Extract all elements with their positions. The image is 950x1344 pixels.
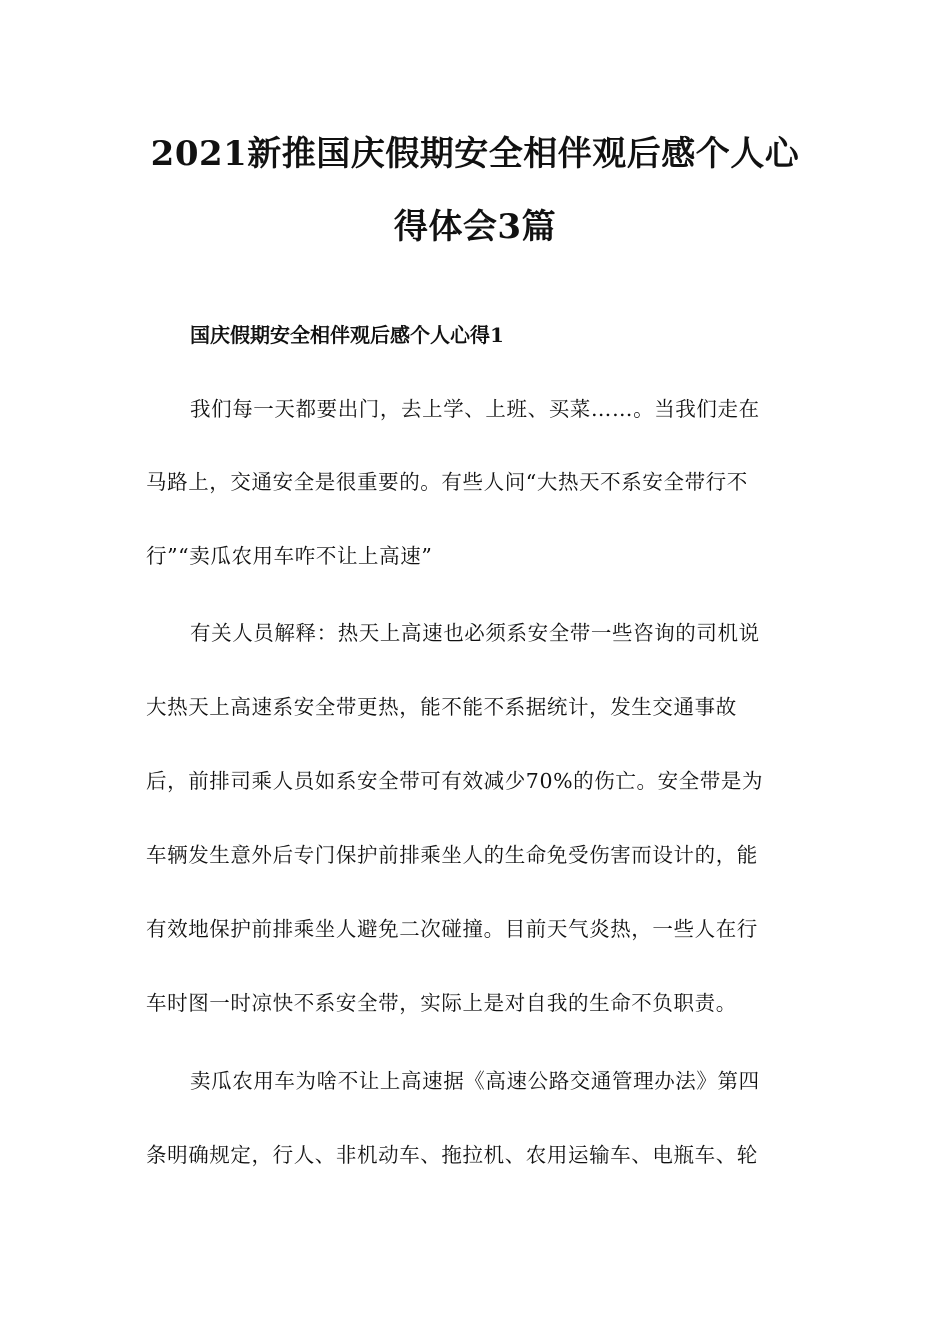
document-title-line-2: 得体会3篇 — [393, 207, 557, 247]
paragraph-line: 马路上，交通安全是很重要的。有些人问“大热天不系安全带行不 — [146, 470, 748, 494]
paragraph-line: 有效地保护前排乘坐人避免二次碰撞。目前天气炎热，一些人在行 — [146, 917, 758, 941]
paragraph-line: 大热天上高速系安全带更热，能不能不系据统计，发生交通事故 — [146, 695, 737, 719]
paragraph-line: 车时图一时凉快不系安全带，实际上是对自我的生命不负职责。 — [146, 991, 737, 1015]
paragraph-line: 车辆发生意外后专门保护前排乘坐人的生命免受伤害而设计的，能 — [146, 843, 758, 867]
paragraph-line: 后，前排司乘人员如系安全带可有效减少70%的伤亡。安全带是为 — [146, 769, 764, 793]
document-title-line-1: 2021新推国庆假期安全相伴观后感个人心 — [150, 134, 800, 174]
paragraph-line: 行”“卖瓜农用车咋不让上高速” — [146, 544, 433, 568]
paragraph-line: 卖瓜农用车为啥不让上高速据《高速公路交通管理办法》第四 — [190, 1069, 760, 1093]
paragraph-line: 条明确规定，行人、非机动车、拖拉机、农用运输车、电瓶车、轮 — [146, 1143, 758, 1167]
paragraph-line: 有关人员解释：热天上高速也必须系安全带一些咨询的司机说 — [190, 621, 760, 645]
section-heading: 国庆假期安全相伴观后感个人心得1 — [190, 323, 504, 347]
paragraph-line: 我们每一天都要出门，去上学、上班、买菜……。当我们走在 — [190, 397, 760, 421]
